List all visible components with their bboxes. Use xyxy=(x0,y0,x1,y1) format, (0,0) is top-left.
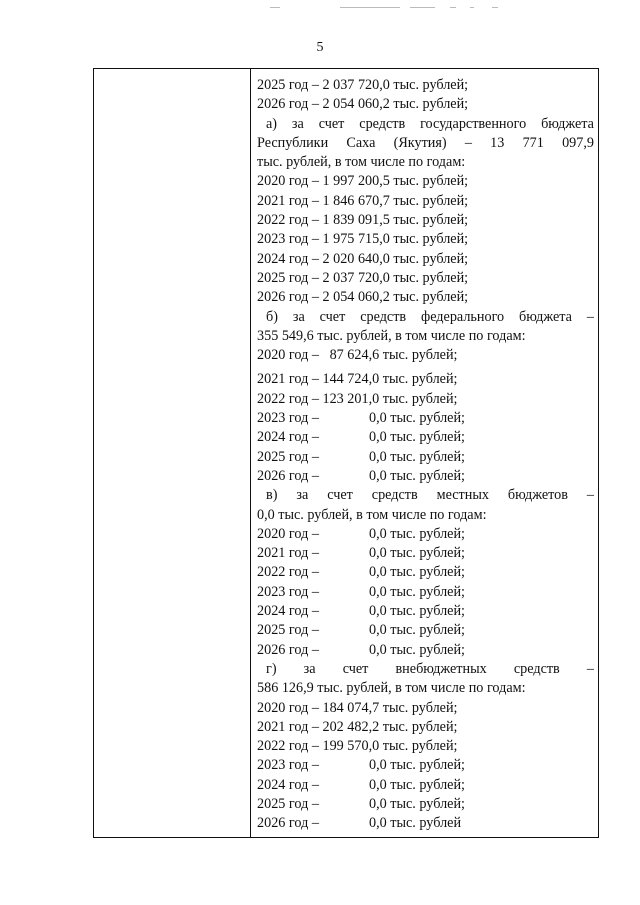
text-line: 586 126,9 тыс. рублей, в том числе по годам: xyxy=(257,680,526,697)
year-line: 2022 год – 0,0 тыс. рублей; xyxy=(257,564,465,581)
funding-text-cell xyxy=(257,76,594,834)
year-line: 2020 год – 87 624,6 тыс. рублей; xyxy=(257,347,458,364)
text-line: 2025 год – 2 037 720,0 тыс. рублей; xyxy=(257,77,469,93)
year-line: 2020 год – 184 074,7 тыс. рублей; xyxy=(257,699,458,716)
year-line: 2023 год – 0,0 тыс. рублей; xyxy=(257,583,465,600)
year-line: 2024 год – 0,0 тыс. рублей; xyxy=(257,603,465,620)
column-divider xyxy=(250,69,251,837)
section-a-heading-cont: Республики Саха (Якутия) – 13 771 097,9 xyxy=(257,134,594,151)
year-line: 2023 год – 1 975 715,0 тыс. рублей; xyxy=(257,231,469,248)
year-line: 2025 год – 0,0 тыс. рублей; xyxy=(257,622,465,639)
page-number: 5 xyxy=(316,40,324,55)
text-line: 2026 год – 2 054 060,2 тыс. рублей; xyxy=(257,96,469,113)
section-b-heading: б) за счет средств федерального бюджета – xyxy=(266,308,594,325)
year-line: 2021 год – 0,0 тыс. рублей; xyxy=(257,545,465,562)
text-line: 355 549,6 тыс. рублей, в том числе по годам: xyxy=(257,327,526,344)
text-line: 0,0 тыс. рублей, в том числе по годам: xyxy=(257,506,487,523)
year-line: 2022 год – 1 839 091,5 тыс. рублей; xyxy=(257,212,469,229)
year-line: 2021 год – 1 846 670,7 тыс. рублей; xyxy=(257,192,469,209)
year-line: 2023 год – 0,0 тыс. рублей; xyxy=(257,410,465,427)
year-line: 2020 год – 0,0 тыс. рублей; xyxy=(257,525,465,542)
section-v-heading: в) за счет средств местных бюджетов – xyxy=(266,487,594,504)
year-line: 2024 год – 2 020 640,0 тыс. рублей; xyxy=(257,250,469,267)
year-line: 2023 год – 0,0 тыс. рублей; xyxy=(257,757,465,774)
year-line: 2020 год – 1 997 200,5 тыс. рублей; xyxy=(257,173,469,190)
year-line: 2026 год – 2 054 060,2 тыс. рублей; xyxy=(257,289,469,306)
scan-artifact xyxy=(270,4,510,12)
section-g-heading: г) за счет внебюджетных средств – xyxy=(266,660,594,677)
year-line: 2026 год – 0,0 тыс. рублей xyxy=(257,815,462,832)
year-line: 2025 год – 0,0 тыс. рублей; xyxy=(257,448,465,465)
year-line: 2024 год – 0,0 тыс. рублей; xyxy=(257,776,465,793)
year-line: 2022 год – 199 570,0 тыс. рублей; xyxy=(257,738,458,755)
year-line: 2026 год – 0,0 тыс. рублей; xyxy=(257,467,465,484)
year-line: 2024 год – 0,0 тыс. рублей; xyxy=(257,429,465,446)
section-a-heading: а) за счет средств государственного бюджета xyxy=(266,115,594,132)
year-line: 2021 год – 202 482,2 тыс. рублей; xyxy=(257,718,458,735)
year-line: 2025 год – 0,0 тыс. рублей; xyxy=(257,795,465,812)
text-line: тыс. рублей, в том числе по годам: xyxy=(257,154,466,171)
year-line: 2025 год – 2 037 720,0 тыс. рублей; xyxy=(257,269,469,286)
year-line: 2026 год – 0,0 тыс. рублей; xyxy=(257,641,465,658)
year-line: 2022 год – 123 201,0 тыс. рублей; xyxy=(257,390,458,407)
year-line: 2021 год – 144 724,0 тыс. рублей; xyxy=(257,371,458,388)
funding-table xyxy=(93,68,599,838)
